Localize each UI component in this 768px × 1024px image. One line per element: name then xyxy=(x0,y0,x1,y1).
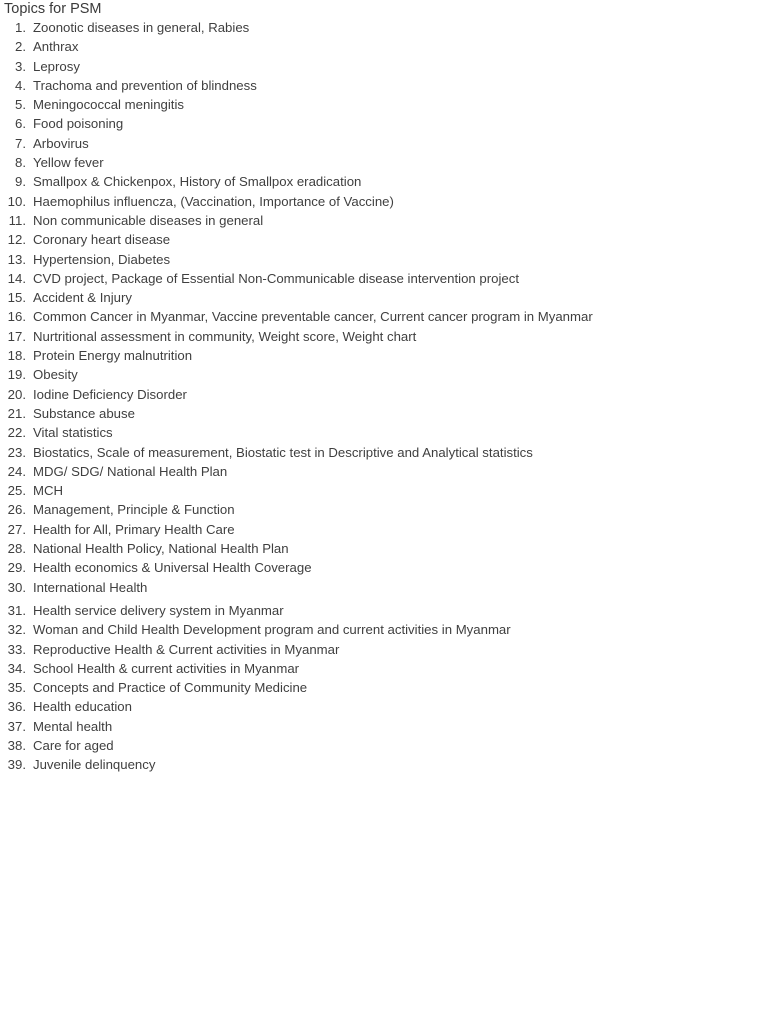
list-item-number: 24. xyxy=(7,463,26,479)
list-item-text: Care for aged xyxy=(33,737,114,753)
list-item-number: 8. xyxy=(15,155,26,171)
page-title: Topics for PSM xyxy=(4,1,102,17)
list-item-number: 37. xyxy=(7,718,26,734)
list-item-text: Trachoma and prevention of blindness xyxy=(33,77,257,93)
list-item-number: 31. xyxy=(7,602,26,618)
list-item-number: 4. xyxy=(15,77,26,93)
list-item-number: 35. xyxy=(7,680,26,696)
list-item-number: 15. xyxy=(7,290,26,306)
list-item-text: MDG/ SDG/ National Health Plan xyxy=(33,463,228,479)
list-item-text: Smallpox & Chickenpox, History of Smallpox eradication xyxy=(33,174,362,190)
list-item-text: Haemophilus influencza, (Vaccination, Importance of Vaccine) xyxy=(33,193,394,209)
list-item-text: Woman and Child Health Development program and current activities in Myanmar xyxy=(33,622,511,638)
list-item-number: 3. xyxy=(15,58,26,74)
list-item-text: Management, Principle & Function xyxy=(33,502,235,518)
list-item-number: 27. xyxy=(7,521,26,537)
list-item-text: School Health & current activities in Myanmar xyxy=(33,660,300,676)
list-item-text: Health education xyxy=(33,699,132,715)
list-item-text: Juvenile delinquency xyxy=(33,757,156,773)
list-item-number: 25. xyxy=(7,483,26,499)
list-item-text: Zoonotic diseases in general, Rabies xyxy=(33,20,250,35)
list-item-text: International Health xyxy=(33,579,148,595)
list-item-number: 10. xyxy=(7,193,26,209)
list-item-number: 33. xyxy=(7,641,26,657)
list-item-text: Food poisoning xyxy=(33,116,124,132)
list-item-number: 21. xyxy=(7,405,26,421)
list-item-number: 38. xyxy=(7,737,26,753)
list-item-number: 16. xyxy=(7,309,26,325)
list-item-text: Reproductive Health & Current activities in Myanmar xyxy=(33,641,340,657)
list-item-number: 30. xyxy=(7,579,26,595)
list-item-text: Yellow fever xyxy=(33,155,104,171)
list-item-text: Protein Energy malnutrition xyxy=(33,348,193,364)
list-item-number: 13. xyxy=(7,251,26,267)
list-item-text: Leprosy xyxy=(33,58,80,74)
list-item-text: National Health Policy, National Health Plan xyxy=(33,541,289,557)
list-item-text: Meningococcal meningitis xyxy=(33,97,184,113)
list-item-text: Health service delivery system in Myanmar xyxy=(33,602,284,618)
list-item-text: Arbovirus xyxy=(33,135,89,151)
list-item-text: Nurtritional assessment in community, Weight score, Weight chart xyxy=(33,328,417,344)
list-item-number: 39. xyxy=(7,757,26,773)
list-item-number: 26. xyxy=(7,502,26,518)
list-item-text: Coronary heart disease xyxy=(33,232,171,248)
list-item-text: Iodine Deficiency Disorder xyxy=(33,386,187,402)
list-item-text: Hypertension, Diabetes xyxy=(33,251,171,267)
list-item-text: Biostatics, Scale of measurement, Biostatic test in Descriptive and Analytical statistics xyxy=(33,444,533,460)
list-item-number: 23. xyxy=(7,444,26,460)
list-item-text: Substance abuse xyxy=(33,405,135,421)
list-item-text: Health for All, Primary Health Care xyxy=(33,521,235,537)
list-item-number: 32. xyxy=(7,622,26,638)
list-item-number: 20. xyxy=(7,386,26,402)
list-item-number: 9. xyxy=(15,174,26,190)
list-item-text: CVD project, Package of Essential Non-Communicable disease intervention project xyxy=(33,270,519,286)
list-item-number: 19. xyxy=(7,367,26,383)
list-item-number: 7. xyxy=(15,135,26,151)
list-item-number: 34. xyxy=(7,660,26,676)
list-item-number: 29. xyxy=(7,560,26,576)
list-item-text: Vital statistics xyxy=(33,425,113,441)
list-item-text: Concepts and Practice of Community Medicine xyxy=(33,680,308,696)
list-item-text: Non communicable diseases in general xyxy=(33,212,264,228)
list-item-number: 36. xyxy=(7,699,26,715)
list-item-text: MCH xyxy=(33,483,64,499)
list-item-number: 17. xyxy=(7,328,26,344)
list-item-text: Health economics & Universal Health Coverage xyxy=(33,560,312,576)
list-item-text: Accident & Injury xyxy=(33,290,132,306)
list-item-text: Obesity xyxy=(33,367,78,383)
list-item-text: Anthrax xyxy=(33,39,79,55)
list-item-number: 22. xyxy=(7,425,26,441)
list-item-number: 5. xyxy=(15,97,26,113)
list-item-number: 6. xyxy=(15,116,26,132)
list-item-number: 2. xyxy=(15,39,26,55)
list-item-number: 18. xyxy=(7,348,26,364)
list-item-number: 28. xyxy=(7,541,26,557)
list-item-number: 14. xyxy=(7,270,26,286)
list-item-number: 1. xyxy=(15,20,26,35)
list-item-number: 11. xyxy=(8,212,26,228)
list-item-number: 12. xyxy=(7,232,26,248)
list-item-text: Common Cancer in Myanmar, Vaccine preventable cancer, Current cancer program in Myanmar xyxy=(33,309,593,325)
list-item-text: Mental health xyxy=(33,718,113,734)
